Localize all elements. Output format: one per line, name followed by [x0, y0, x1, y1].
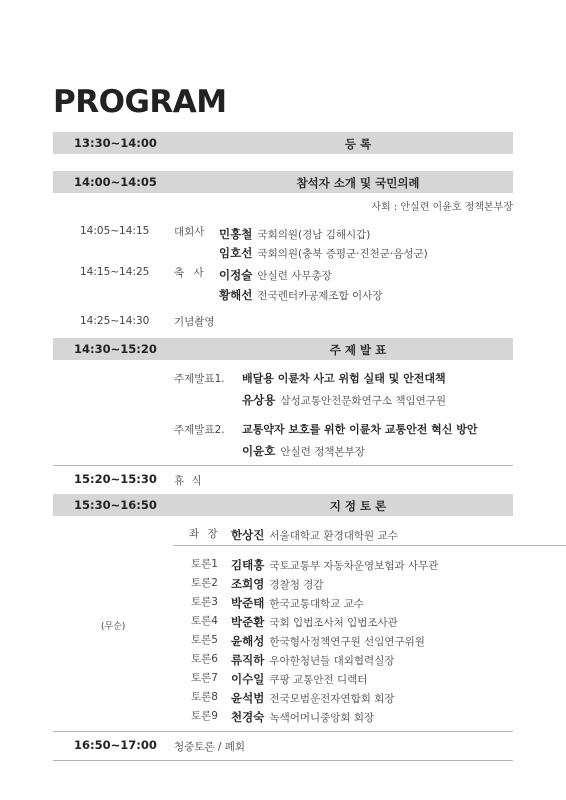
- section-registration: [53, 132, 513, 154]
- person-affiliation: 쿠팡 교통안전 디렉터: [269, 674, 368, 686]
- person-name: 류직하: [231, 653, 265, 667]
- presentation-1-presenter: [242, 389, 446, 408]
- person-name: 이정술: [219, 268, 253, 282]
- presentation-label: 주 제 발 표: [329, 343, 387, 357]
- welcome-person-2: [219, 242, 428, 261]
- registration-label: 등 록: [344, 137, 372, 151]
- person-affiliation: 경찰청 경감: [269, 579, 324, 591]
- person-name: 이수일: [231, 672, 265, 686]
- person-affiliation: 국토교통부 자동차운영보험과 사무관: [269, 560, 439, 572]
- person-affiliation: 서울대학교 환경대학원 교수: [269, 530, 398, 542]
- person-name: 천경숙: [231, 710, 265, 724]
- photo-time: 14:25~14:30: [80, 315, 150, 327]
- person-affiliation: 한국형사정책연구원 선임연구위원: [269, 636, 425, 648]
- person-name: 황해선: [219, 288, 253, 302]
- presentation-time: 14:30~15:20: [74, 342, 157, 356]
- discussion-label: 지 정 토 론: [329, 499, 387, 513]
- presentation-2-presenter: [242, 440, 365, 459]
- panel-person: [231, 630, 425, 649]
- person-name: 민홍철: [219, 227, 253, 241]
- closing-time: 16:50~17:00: [74, 738, 157, 752]
- person-name: 박준환: [231, 615, 265, 629]
- presentation-2-label: 주제발표2.: [174, 424, 225, 436]
- person-affiliation: 국회 입법조사처 입법조사관: [269, 617, 398, 629]
- person-name: 박준태: [231, 596, 265, 610]
- person-name: 유상용: [242, 393, 276, 407]
- chair-divider: [173, 545, 566, 546]
- panel-person: [231, 687, 394, 706]
- person-affiliation: 전국모범운전자연합회 회장: [269, 693, 395, 705]
- person-name: 윤석범: [231, 691, 265, 705]
- presentation-1-label: 주제발표1.: [174, 373, 225, 385]
- person-name: 조희영: [231, 577, 265, 591]
- closing-label: 청중토론 / 폐회: [174, 741, 246, 753]
- section-opening: [53, 171, 513, 193]
- no-order-note: (무순): [101, 622, 126, 632]
- opening-label: 참석자 소개 및 국민의례: [296, 176, 420, 190]
- panel-label: 토론1: [191, 558, 218, 570]
- presentation-2-title: 교통약자 보호를 위한 이륜차 교통안전 혁신 방안: [242, 423, 478, 436]
- person-affiliation: 안실련 정책본부장: [280, 446, 365, 458]
- discussion-time: 15:30~16:50: [74, 498, 157, 512]
- divider: [53, 465, 513, 466]
- panel-label: 토론5: [191, 634, 218, 646]
- congrats-person-2: [219, 284, 382, 303]
- moderator-text: 사회 : 안실련 이윤호 정책본부장: [371, 202, 513, 213]
- panel-person: [231, 649, 394, 668]
- person-name: 이윤호: [242, 444, 276, 458]
- person-affiliation: 국회의원(경남 김해시갑): [257, 229, 371, 241]
- panel-person: [231, 554, 438, 573]
- person-affiliation: 국회의원(충북 증평군·진천군·음성군): [257, 248, 428, 260]
- person-affiliation: 녹색어머니중앙회 회장: [269, 712, 375, 724]
- registration-time: 13:30~14:00: [74, 136, 157, 150]
- congrats-time: 14:15~14:25: [80, 266, 150, 278]
- chair-label: 좌 장: [189, 528, 218, 540]
- panel-label: 토론8: [191, 691, 218, 703]
- person-name: 김태홍: [231, 558, 265, 572]
- panel-label: 토론6: [191, 653, 218, 665]
- break-label: 휴 식: [174, 475, 202, 487]
- presentation-1-title: 배달용 이륜차 사고 위험 실태 및 안전대책: [242, 372, 446, 385]
- break-time: 15:20~15:30: [74, 472, 157, 486]
- panel-person: [231, 611, 398, 630]
- page-title: PROGRAM: [53, 84, 227, 120]
- divider: [53, 760, 513, 761]
- panel-label: 토론2: [191, 577, 218, 589]
- person-affiliation: 전국렌터카공제조합 이사장: [257, 290, 383, 302]
- congrats-person-1: [219, 264, 332, 283]
- chair-person: [231, 524, 398, 543]
- panel-person: [231, 573, 323, 592]
- welcome-person-1: [219, 223, 370, 242]
- panel-label: 토론3: [191, 596, 218, 608]
- welcome-label: 대회사: [174, 226, 205, 238]
- panel-label: 토론9: [191, 710, 218, 722]
- section-presentation: [53, 338, 513, 360]
- photo-label: 기념촬영: [174, 316, 215, 328]
- person-name: 윤해성: [231, 634, 265, 648]
- person-affiliation: 한국교통대학교 교수: [269, 598, 365, 610]
- person-affiliation: 우아한청년들 대외협력실장: [269, 655, 395, 667]
- person-affiliation: 안실련 사무총장: [257, 270, 332, 282]
- panel-person: [231, 668, 367, 687]
- panel-person: [231, 592, 364, 611]
- person-affiliation: 삼성교통안전문화연구소 책임연구원: [280, 395, 447, 407]
- divider: [53, 731, 513, 732]
- person-name: 임호선: [219, 246, 253, 260]
- welcome-time: 14:05~14:15: [80, 225, 150, 237]
- panel-person: [231, 706, 374, 725]
- congrats-label: 축 사: [174, 267, 204, 279]
- opening-time: 14:00~14:05: [74, 175, 157, 189]
- panel-label: 토론4: [191, 615, 218, 627]
- person-name: 한상진: [231, 528, 265, 542]
- panel-label: 토론7: [191, 672, 218, 684]
- section-discussion: [53, 494, 513, 516]
